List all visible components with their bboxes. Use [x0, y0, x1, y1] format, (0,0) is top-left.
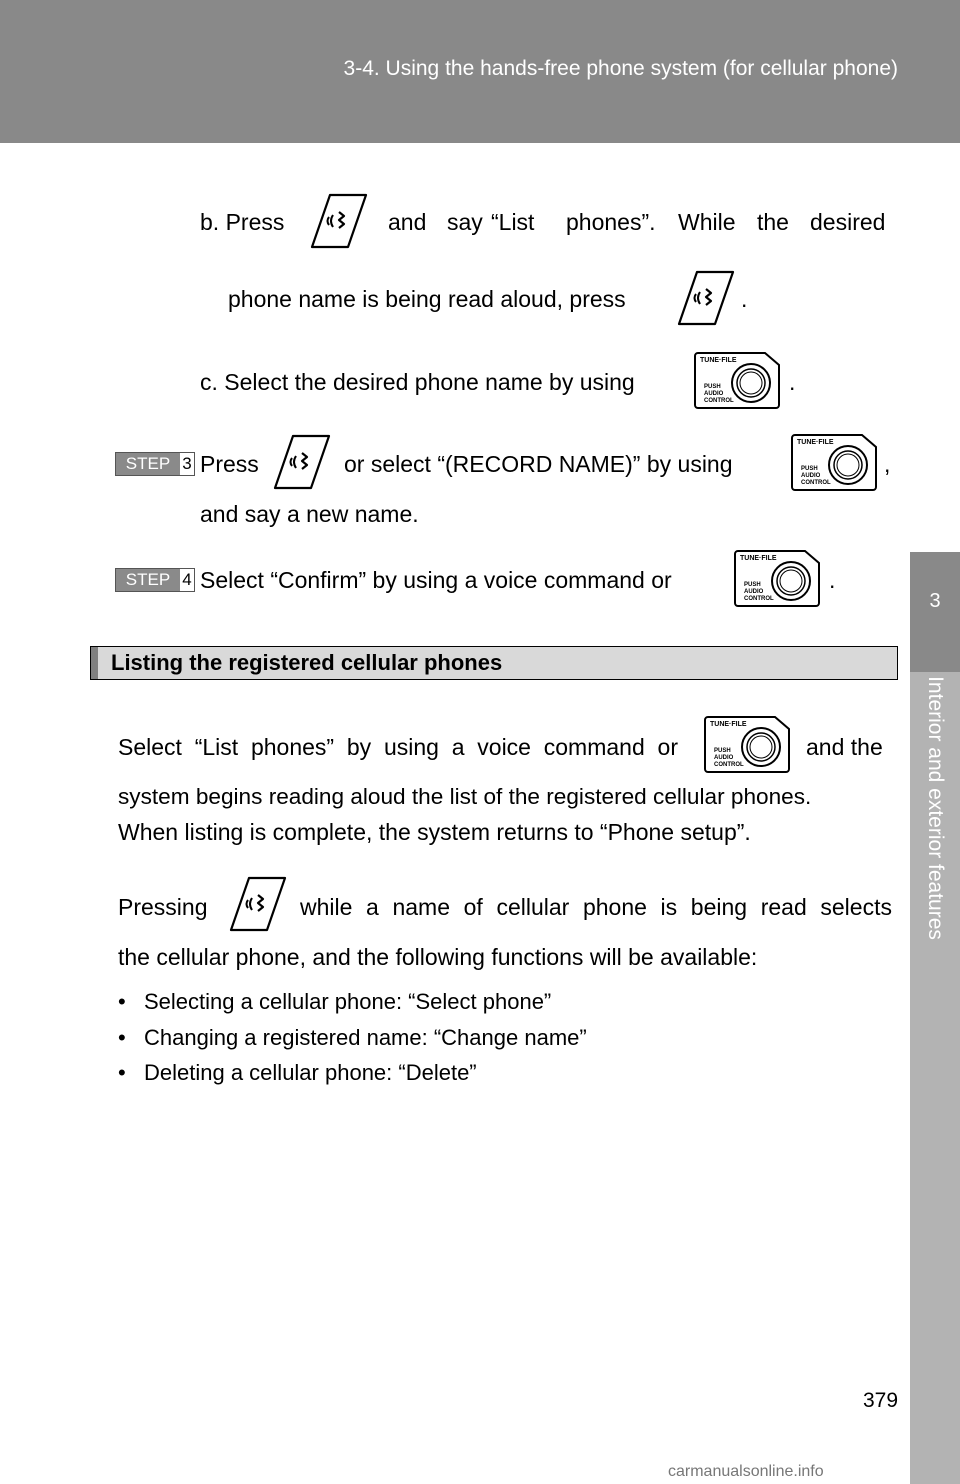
svg-text:AUDIO: AUDIO — [801, 473, 821, 479]
svg-text:CONTROL: CONTROL — [704, 398, 734, 404]
chapter-tab — [910, 552, 960, 672]
bullet-dot: • — [118, 1060, 126, 1085]
tune-file-knob-icon — [693, 351, 783, 409]
talk-switch-icon — [677, 270, 735, 326]
step-3-badge: STEP 3 — [115, 452, 195, 476]
svg-text:AUDIO: AUDIO — [714, 755, 734, 761]
bullet-dot: • — [118, 1025, 126, 1050]
paragraph-1-line1: Select “List phones” by using a voice command or — [118, 734, 678, 760]
svg-text:TUNE·FILE: TUNE·FILE — [797, 439, 834, 446]
svg-text:AUDIO: AUDIO — [744, 589, 764, 595]
step-3-press: Press — [200, 451, 259, 477]
step-c-line: c. Select the desired phone name by using — [200, 369, 635, 395]
bullet-dot: • — [118, 989, 126, 1014]
svg-text:CONTROL: CONTROL — [714, 762, 744, 768]
watermark: carmanualsonline.info — [668, 1463, 824, 1480]
paragraph-1-line2: system begins reading aloud the list of the registered cellular phones. — [118, 784, 812, 809]
step-3-line2: and say a new name. — [200, 501, 419, 527]
svg-text:CONTROL: CONTROL — [801, 480, 831, 486]
tune-file-knob-icon — [790, 433, 880, 491]
step-b-line1: b. Press and say “List phones”. While the desired — [200, 209, 886, 235]
svg-text:CONTROL: CONTROL — [744, 596, 774, 602]
section-heading — [90, 646, 898, 680]
step-4-text: Select “Confirm” by using a voice command or — [200, 567, 672, 593]
paragraph-2-line2: the cellular phone, and the following functions will be available: — [118, 944, 758, 970]
page-number: 379 — [863, 1389, 899, 1412]
chapter-title: 3-4. Using the hands-free phone system (for cellular phone) — [343, 57, 898, 80]
svg-text:PUSH: PUSH — [714, 748, 731, 754]
paragraph-2-line1: while a name of cellular phone is being read selects — [300, 894, 892, 920]
svg-text:PUSH: PUSH — [801, 466, 818, 472]
paragraph-1-line1-end: and the — [806, 734, 883, 760]
talk-switch-icon — [310, 193, 368, 249]
paragraph-1-line3: When listing is complete, the system returns to “Phone setup”. — [118, 819, 751, 845]
heading-bar — [91, 647, 98, 679]
comma: , — [884, 451, 891, 477]
step-3-text: or select “(RECORD NAME)” by using — [344, 451, 733, 477]
svg-text:PUSH: PUSH — [744, 582, 761, 588]
page-header — [0, 0, 960, 143]
svg-text:TUNE·FILE: TUNE·FILE — [710, 721, 747, 728]
talk-switch-icon — [229, 876, 287, 932]
period: . — [741, 286, 748, 312]
list-item: • Selecting a cellular phone: “Select phone” — [118, 989, 552, 1014]
period: . — [789, 369, 796, 395]
svg-text:TUNE·FILE: TUNE·FILE — [740, 555, 777, 562]
section-heading-text: Listing the registered cellular phones — [111, 650, 503, 675]
chapter-label: Interior and exterior features — [924, 676, 947, 940]
svg-text:TUNE·FILE: TUNE·FILE — [700, 357, 737, 364]
list-item: • Deleting a cellular phone: “Delete” — [118, 1060, 477, 1085]
step-b-line2: phone name is being read aloud, press — [228, 286, 626, 312]
svg-text:AUDIO: AUDIO — [704, 391, 724, 397]
list-item: • Changing a registered name: “Change name” — [118, 1025, 587, 1050]
svg-text:PUSH: PUSH — [704, 384, 721, 390]
period: . — [829, 567, 836, 593]
tune-file-knob-icon — [733, 549, 823, 607]
chapter-number: 3 — [929, 590, 941, 612]
paragraph-2-pressing: Pressing — [118, 894, 208, 920]
tune-file-knob-icon — [703, 715, 793, 773]
step-4-badge: STEP 4 — [115, 568, 195, 592]
talk-switch-icon — [273, 434, 331, 490]
